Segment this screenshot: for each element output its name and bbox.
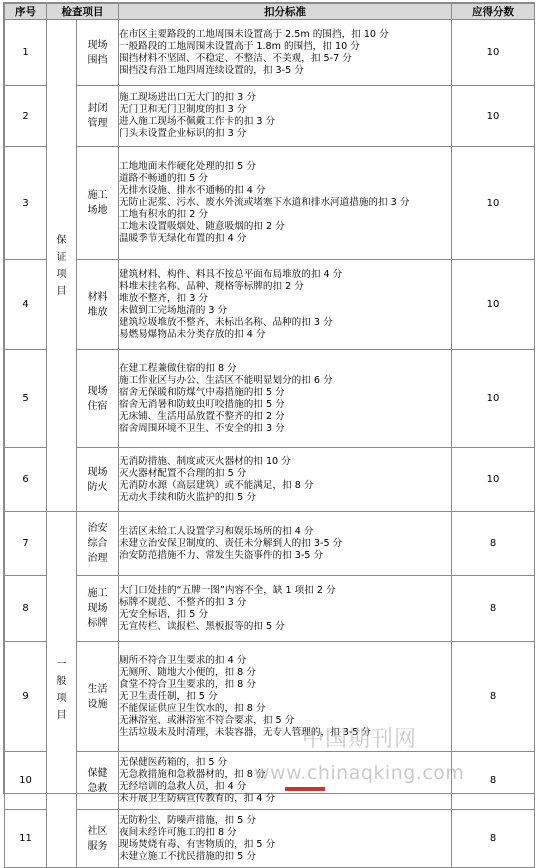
criteria-line: 工地有积水的扣 2 分 [119, 209, 208, 220]
group-guarantee-label: 保证项目 [56, 234, 67, 297]
criteria-line: 宿舍周围环境不卫生、不安全的扣 3 分 [119, 422, 285, 434]
scoring-table-document [3, 2, 535, 862]
criteria-line: 标牌不规范、不整齐的扣 3 分 [119, 596, 247, 608]
criteria-line: 无门卫和无门卫制度的扣 3 分 [119, 104, 247, 115]
table-row [5, 260, 535, 350]
criteria-line: 夜间未经许可施工的扣 8 分 [119, 826, 237, 838]
header-seq: 序号 [5, 4, 47, 20]
criteria-line: 无急救措施和急救器材的，扣 8 分 [119, 768, 266, 780]
row-item [77, 147, 119, 260]
row-item [77, 350, 119, 448]
criteria-line: 温暖季节无绿化布置的扣 4 分 [119, 233, 247, 244]
row-score: 8 [452, 576, 535, 642]
row-item-label: 治安综合治理 [87, 523, 108, 564]
row-criteria [119, 20, 452, 86]
criteria-line: 施工作业区与办公、生活区不能明显划分的扣 6 分 [119, 374, 333, 386]
row-seq: 4 [5, 260, 47, 350]
criteria-line: 生活垃圾未及时清理，未装容器，无专人管理的，扣 3-5 分 [119, 726, 372, 738]
criteria-line: 大门口处挂的“五牌一图”内容不全，缺 1 项扣 2 分 [119, 584, 336, 596]
criteria-line: 治安防范措施不力、常发生失盗事件的扣 3-5 分 [119, 549, 324, 561]
row-seq: 11 [5, 810, 47, 868]
table-row [5, 448, 535, 512]
criteria-line: 无保健医药箱的，扣 5 分 [119, 756, 228, 768]
row-criteria [119, 512, 452, 576]
criteria-line: 灭火器材配置不合理的扣 5 分 [119, 467, 247, 479]
row-seq: 5 [5, 350, 47, 448]
row-item [77, 752, 119, 810]
watermark-chinese: 中国期刊网 [302, 727, 418, 752]
row-score: 10 [452, 86, 535, 147]
criteria-line: 现场焚烧有毒、有害物质的，扣 5 分 [119, 838, 276, 850]
criteria-line: 工地地面未作硬化处理的扣 5 分 [119, 161, 256, 172]
row-item [77, 642, 119, 752]
row-item-label: 封闭管理 [87, 103, 108, 129]
row-criteria [119, 350, 452, 448]
criteria-line: 建筑材料、构件、料具不按总平面布局堆放的扣 4 分 [119, 268, 343, 280]
row-seq: 10 [5, 752, 47, 810]
group-general [47, 512, 77, 868]
red-text-fragment [285, 787, 325, 791]
criteria-line: 门头未设置企业标识的扣 3 分 [119, 128, 247, 139]
scoring-table [4, 3, 535, 868]
row-criteria [119, 147, 452, 260]
header-score: 应得分数 [452, 4, 535, 20]
criteria-line: 道路不畅通的扣 5 分 [119, 173, 208, 184]
row-item-label: 社区服务 [87, 825, 108, 852]
watermark-url: www.chinaqking.com [254, 762, 465, 784]
criteria-line: 无经培训的急救人员，扣 4 分 [119, 780, 247, 792]
criteria-line: 进入施工现场不佩戴工作卡的扣 3 分 [119, 116, 276, 127]
row-criteria [119, 86, 452, 147]
row-seq: 9 [5, 642, 47, 752]
criteria-line: 无防止泥浆、污水、废水外流或堵塞下水道和排水河道措施的扣 3 分 [119, 197, 410, 208]
criteria-line: 围挡材料不坚固、不稳定、不整洁、不美观，扣 5-7 分 [119, 52, 352, 64]
row-seq: 8 [5, 576, 47, 642]
criteria-line: 无厕所、随地大小便的，扣 8 分 [119, 666, 256, 678]
criteria-line: 一般路段的工地周围未设置高于 1.8m 的围挡，扣 10 分 [119, 40, 360, 52]
row-item [77, 448, 119, 512]
criteria-line: 无防粉尘、防噪声措施，扣 5 分 [119, 814, 256, 826]
row-score: 8 [452, 642, 535, 752]
group-general-label: 一般项目 [56, 658, 67, 721]
criteria-line: 宿舍无消暑和防蚊虫叮咬措施的扣 5 分 [119, 398, 285, 410]
row-item-label: 现场住宿 [87, 385, 108, 412]
row-item-label: 施工场地 [87, 190, 108, 216]
row-score: 10 [452, 147, 535, 260]
row-criteria [119, 260, 452, 350]
criteria-line: 施工现场进出口无大门的扣 3 分 [119, 92, 256, 103]
criteria-line: 未开展卫生防病宣传教育的，扣 4 分 [119, 792, 276, 804]
table-row [5, 576, 535, 642]
criteria-line: 生活区未给工人设置学习和娱乐场所的扣 4 分 [119, 525, 314, 537]
table-header-row [5, 4, 535, 20]
criteria-line: 在建工程兼做住宿的扣 8 分 [119, 362, 237, 374]
table-row [5, 642, 535, 752]
row-score: 8 [452, 810, 535, 868]
criteria-line: 无消防水源（高层建筑）或不能满足，扣 8 分 [119, 479, 314, 491]
criteria-line: 厕所不符合卫生要求的扣 4 分 [119, 654, 247, 666]
criteria-line: 无安全标语，扣 5 分 [119, 608, 208, 620]
row-criteria [119, 752, 452, 810]
row-item-label: 现场围挡 [87, 39, 108, 66]
header-item: 检查项目 [47, 4, 119, 20]
table-row [5, 147, 535, 260]
row-item [77, 512, 119, 576]
table-row [5, 512, 535, 576]
row-item-label: 保健急救 [87, 767, 108, 794]
criteria-line: 无宣传栏、读报栏、黑板报等的扣 5 分 [119, 620, 285, 632]
criteria-line: 宿舍无保暖和防煤气中毒措施的扣 5 分 [119, 386, 285, 398]
row-score: 8 [452, 512, 535, 576]
criteria-line: 未做到工完场地清的 3 分 [119, 304, 228, 316]
row-item-label: 现场防火 [87, 466, 108, 493]
header-criteria: 扣分标准 [119, 4, 452, 20]
criteria-line: 无床铺、生活用品放置不整齐的扣 2 分 [119, 410, 285, 422]
table-row [5, 752, 535, 810]
row-criteria [119, 576, 452, 642]
row-seq: 3 [5, 147, 47, 260]
row-item [77, 86, 119, 147]
row-seq: 7 [5, 512, 47, 576]
row-score: 8 [452, 752, 535, 810]
criteria-line: 未建立施工不扰民措施的扣 5 分 [119, 850, 256, 862]
criteria-line: 无卫生责任制，扣 5 分 [119, 690, 218, 702]
row-score: 10 [452, 448, 535, 512]
row-criteria [119, 448, 452, 512]
criteria-line: 无排水设施、排水不通畅的扣 4 分 [119, 185, 266, 196]
row-seq: 2 [5, 86, 47, 147]
criteria-line: 工地未设置吸烟处、随意吸烟的扣 2 分 [119, 221, 285, 232]
criteria-line: 不能保证供应卫生饮水的，扣 8 分 [119, 702, 266, 714]
row-criteria [119, 642, 452, 752]
table-row [5, 86, 535, 147]
row-item [77, 576, 119, 642]
criteria-line: 建筑垃圾堆放不整齐、未标出名称、品种的扣 3 分 [119, 316, 333, 328]
row-item [77, 20, 119, 86]
table-row [5, 810, 535, 868]
criteria-line: 无动火手续和防火监护的扣 5 分 [119, 491, 256, 503]
table-row [5, 20, 535, 86]
criteria-line: 料堆未挂名称、品种、规格等标牌的扣 2 分 [119, 280, 304, 292]
row-item [77, 810, 119, 868]
row-item-label: 施工现场标牌 [87, 588, 108, 629]
criteria-line: 无消防措施、制度或灭火器材的扣 10 分 [119, 455, 291, 467]
row-seq: 6 [5, 448, 47, 512]
row-item-label: 生活设施 [87, 683, 108, 710]
table-row [5, 350, 535, 448]
group-guarantee [47, 20, 77, 512]
criteria-line: 围挡没有沿工地四周连续设置的，扣 3-5 分 [119, 64, 304, 76]
row-score: 10 [452, 260, 535, 350]
criteria-line: 在市区主要路段的工地周围未设置高于 2.5m 的围挡，扣 10 分 [119, 28, 389, 40]
row-score: 10 [452, 350, 535, 448]
criteria-line: 堆放不整齐，扣 3 分 [119, 292, 208, 304]
row-item-label: 材料堆放 [87, 291, 108, 318]
row-score: 10 [452, 20, 535, 86]
row-seq: 1 [5, 20, 47, 86]
row-item [77, 260, 119, 350]
criteria-line: 未建立治安保卫制度的、责任未分解到人的扣 3-5 分 [119, 537, 343, 549]
criteria-line: 食堂不符合卫生要求的，扣 8 分 [119, 678, 256, 690]
criteria-line: 无淋浴室、或淋浴室不符合要求，扣 5 分 [119, 714, 295, 726]
criteria-line: 易燃易爆物品未分类存放的扣 4 分 [119, 328, 266, 340]
row-criteria [119, 810, 452, 868]
